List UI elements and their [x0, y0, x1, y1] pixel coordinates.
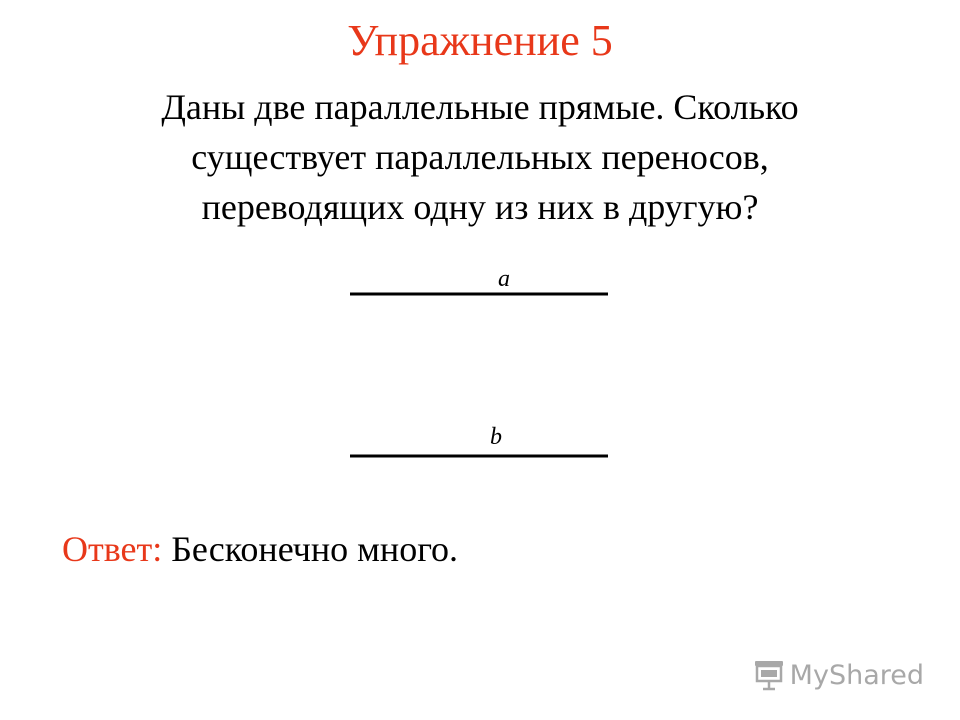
- slide-title: Упражнение 5: [347, 16, 613, 65]
- question-line: переводящих одну из них в другую?: [201, 187, 759, 227]
- parallel-lines-figure: [340, 258, 630, 468]
- question-line: Даны две параллельные прямые. Сколько: [161, 87, 799, 127]
- watermark-text: MyShared: [789, 659, 924, 691]
- line-b-label: b: [490, 424, 502, 450]
- watermark: [752, 658, 924, 692]
- answer-label: Ответ:: [62, 529, 163, 569]
- question-line: существует параллельных переносов,: [191, 137, 769, 177]
- projector-screen-icon: [752, 658, 786, 692]
- line-a-label: a: [498, 266, 510, 292]
- answer: [62, 524, 458, 574]
- question-text: [60, 82, 900, 232]
- answer-text: Бесконечно много.: [171, 529, 459, 569]
